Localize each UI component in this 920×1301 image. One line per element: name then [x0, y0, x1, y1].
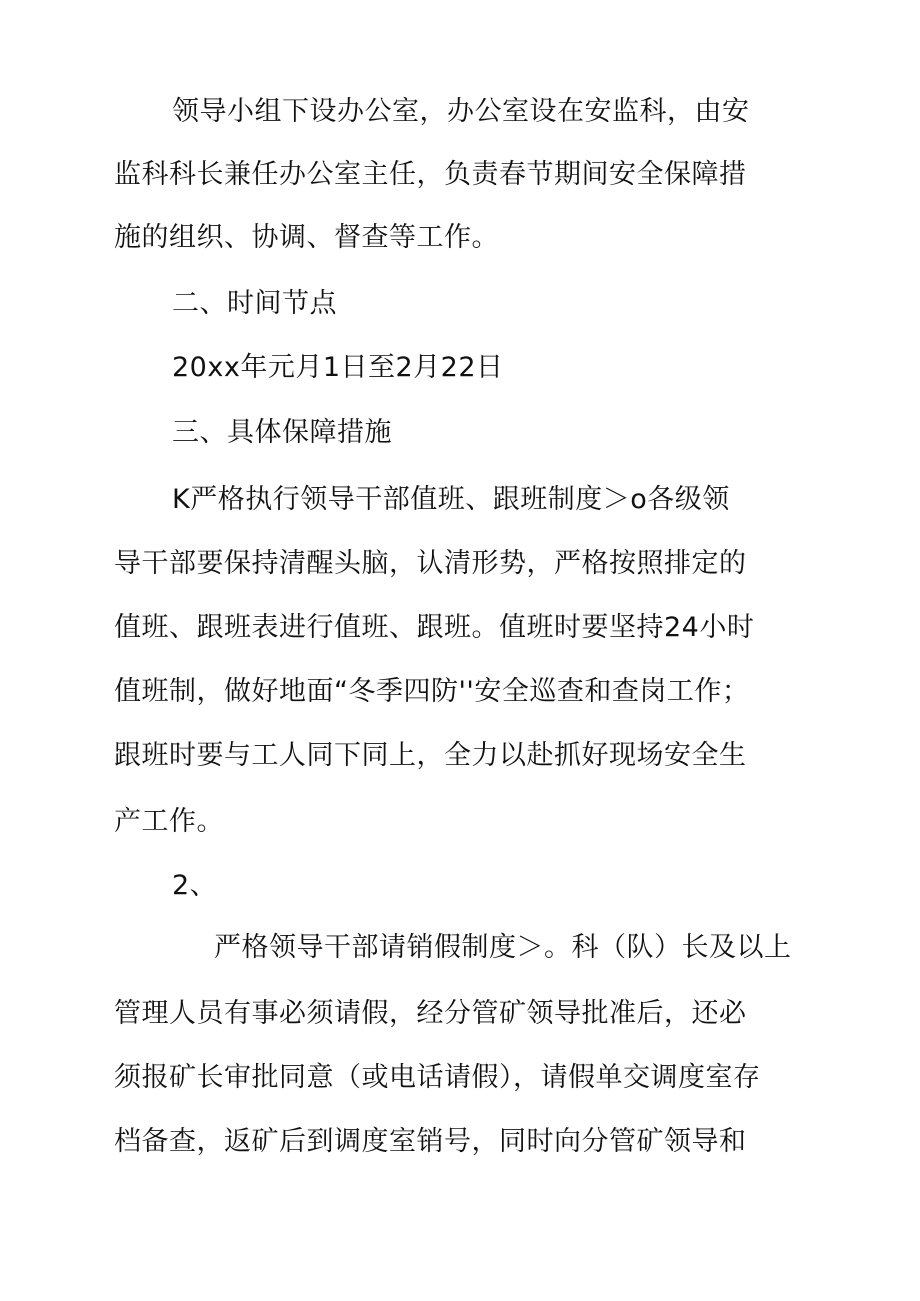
paragraph-line: 严格领导干部请销假制度＞。科（队）长及以上: [214, 932, 792, 963]
paragraph-line: 管理人员有事必须请假，经分管矿领导批准后，还必: [114, 998, 747, 1029]
paragraph-line: 值班制，做好地面“冬季四防''安全巡查和查岗工作；: [114, 676, 750, 707]
paragraph-line: K严格执行领导干部值班、跟班制度＞o各级领: [172, 484, 730, 515]
paragraph-line: 导干部要保持清醒头脑，认清形势，严格按照排定的: [114, 548, 747, 579]
paragraph-line: 跟班时要与工人同下同上，全力以赴抓好现场安全生: [114, 740, 747, 771]
paragraph-line: 施的组织、协调、督查等工作。: [114, 222, 499, 253]
paragraph-line: 档备查，返矿后到调度室销号，同时向分管矿领导和: [114, 1126, 747, 1157]
paragraph-line: 值班、跟班表进行值班、跟班。值班时要坚持24小时: [114, 612, 755, 643]
paragraph-line: 产工作。: [114, 806, 224, 837]
paragraph-line: 领导小组下设办公室，办公室设在安监科，由安: [172, 96, 750, 127]
list-number: 2、: [172, 870, 218, 901]
section-heading: 三、具体保障措施: [172, 417, 392, 448]
date-range-line: 20xx年元月1日至2月22日: [172, 352, 504, 383]
paragraph-line: 须报矿长审批同意（或电话请假），请假单交调度室存: [114, 1062, 761, 1093]
paragraph-line: 监科科长兼任办公室主任，负责春节期间安全保障措: [114, 159, 747, 190]
section-heading: 二、时间节点: [172, 288, 337, 319]
